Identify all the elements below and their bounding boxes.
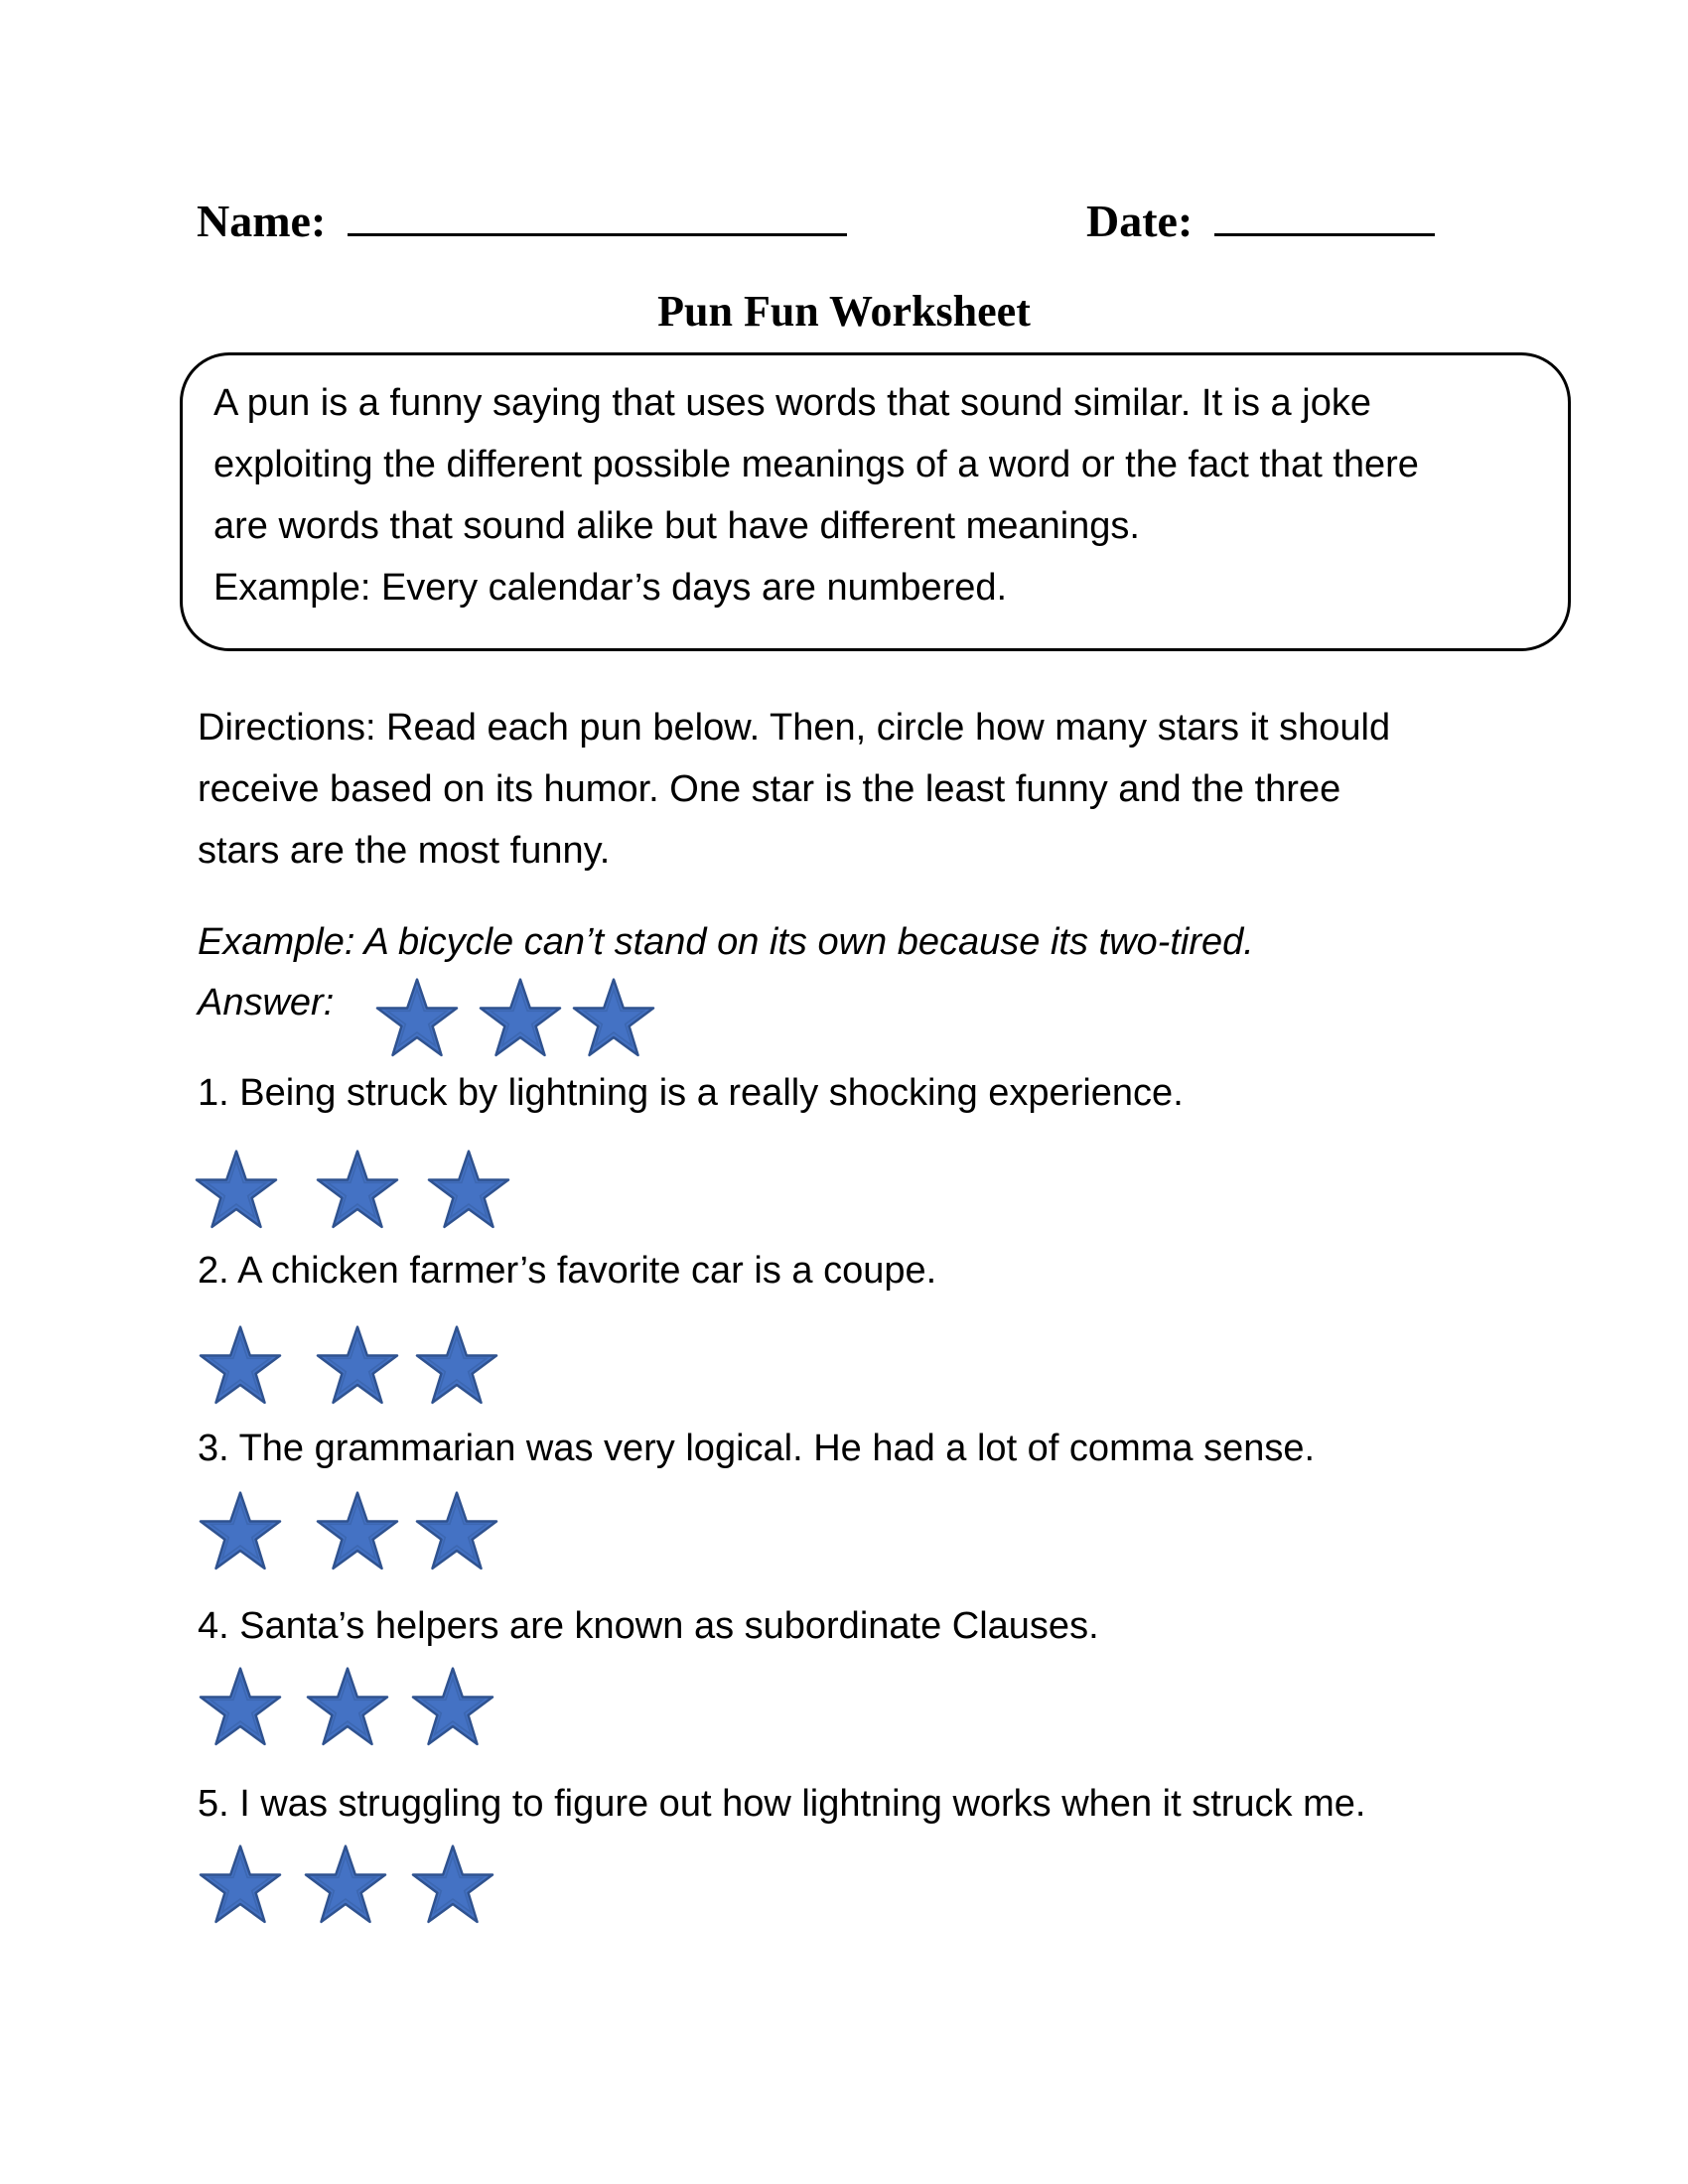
name-label: Name: bbox=[197, 196, 327, 246]
directions-line: receive based on its humor. One star is the least funny and the three bbox=[198, 768, 1341, 810]
star-icon[interactable] bbox=[316, 1491, 399, 1570]
question-2: 2. A chicken farmer’s favorite car is a coupe. bbox=[198, 1250, 937, 1292]
directions-line: stars are the most funny. bbox=[198, 830, 611, 872]
star-icon[interactable] bbox=[199, 1844, 282, 1924]
definition-example: Example: Every calendar’s days are numbered. bbox=[213, 567, 1008, 609]
name-blank[interactable] bbox=[348, 198, 847, 236]
question-1-stars[interactable] bbox=[0, 1150, 1688, 1229]
star-icon[interactable] bbox=[427, 1150, 510, 1229]
star-icon[interactable] bbox=[415, 1325, 498, 1405]
star-icon[interactable] bbox=[199, 1491, 282, 1570]
example-answer-label: Answer: bbox=[198, 982, 335, 1024]
date-field[interactable] bbox=[1086, 195, 1435, 247]
star-icon bbox=[479, 978, 562, 1057]
definition-text bbox=[213, 372, 1419, 618]
example-sentence: Example: A bicycle can’t stand on its own because its two-tired. bbox=[198, 921, 1254, 963]
question-2-stars[interactable] bbox=[0, 1325, 1688, 1405]
date-label: Date: bbox=[1086, 196, 1194, 246]
question-1: 1. Being struck by lightning is a really shocking experience. bbox=[198, 1072, 1184, 1114]
definition-line: are words that sound alike but have different meanings. bbox=[213, 505, 1140, 547]
question-5-stars[interactable] bbox=[0, 1844, 1688, 1924]
star-icon[interactable] bbox=[195, 1150, 278, 1229]
page-title: Pun Fun Worksheet bbox=[657, 287, 1031, 336]
definition-line: A pun is a funny saying that uses words that sound similar. It is a joke bbox=[213, 382, 1371, 424]
question-3-stars[interactable] bbox=[0, 1491, 1688, 1570]
directions bbox=[198, 697, 1390, 882]
star-icon[interactable] bbox=[316, 1325, 399, 1405]
star-icon[interactable] bbox=[306, 1667, 389, 1746]
star-icon[interactable] bbox=[411, 1844, 494, 1924]
star-icon[interactable] bbox=[316, 1150, 399, 1229]
star-icon[interactable] bbox=[304, 1844, 387, 1924]
question-4: 4. Santa’s helpers are known as subordinate Clauses. bbox=[198, 1605, 1099, 1647]
name-field[interactable] bbox=[197, 195, 847, 247]
directions-line: Directions: Read each pun below. Then, circle how many stars it should bbox=[198, 707, 1391, 749]
star-icon bbox=[572, 978, 655, 1057]
question-3: 3. The grammarian was very logical. He had a lot of comma sense. bbox=[198, 1428, 1316, 1469]
question-4-stars[interactable] bbox=[0, 1667, 1688, 1746]
definition-line: exploiting the different possible meanings of a word or the fact that there bbox=[213, 444, 1419, 485]
example-answer-stars bbox=[0, 978, 1688, 1057]
star-icon[interactable] bbox=[411, 1667, 494, 1746]
star-icon bbox=[375, 978, 459, 1057]
star-icon[interactable] bbox=[199, 1667, 282, 1746]
star-icon[interactable] bbox=[415, 1491, 498, 1570]
question-5: 5. I was struggling to figure out how lightning works when it struck me. bbox=[198, 1783, 1366, 1825]
date-blank[interactable] bbox=[1214, 198, 1435, 236]
star-icon[interactable] bbox=[199, 1325, 282, 1405]
